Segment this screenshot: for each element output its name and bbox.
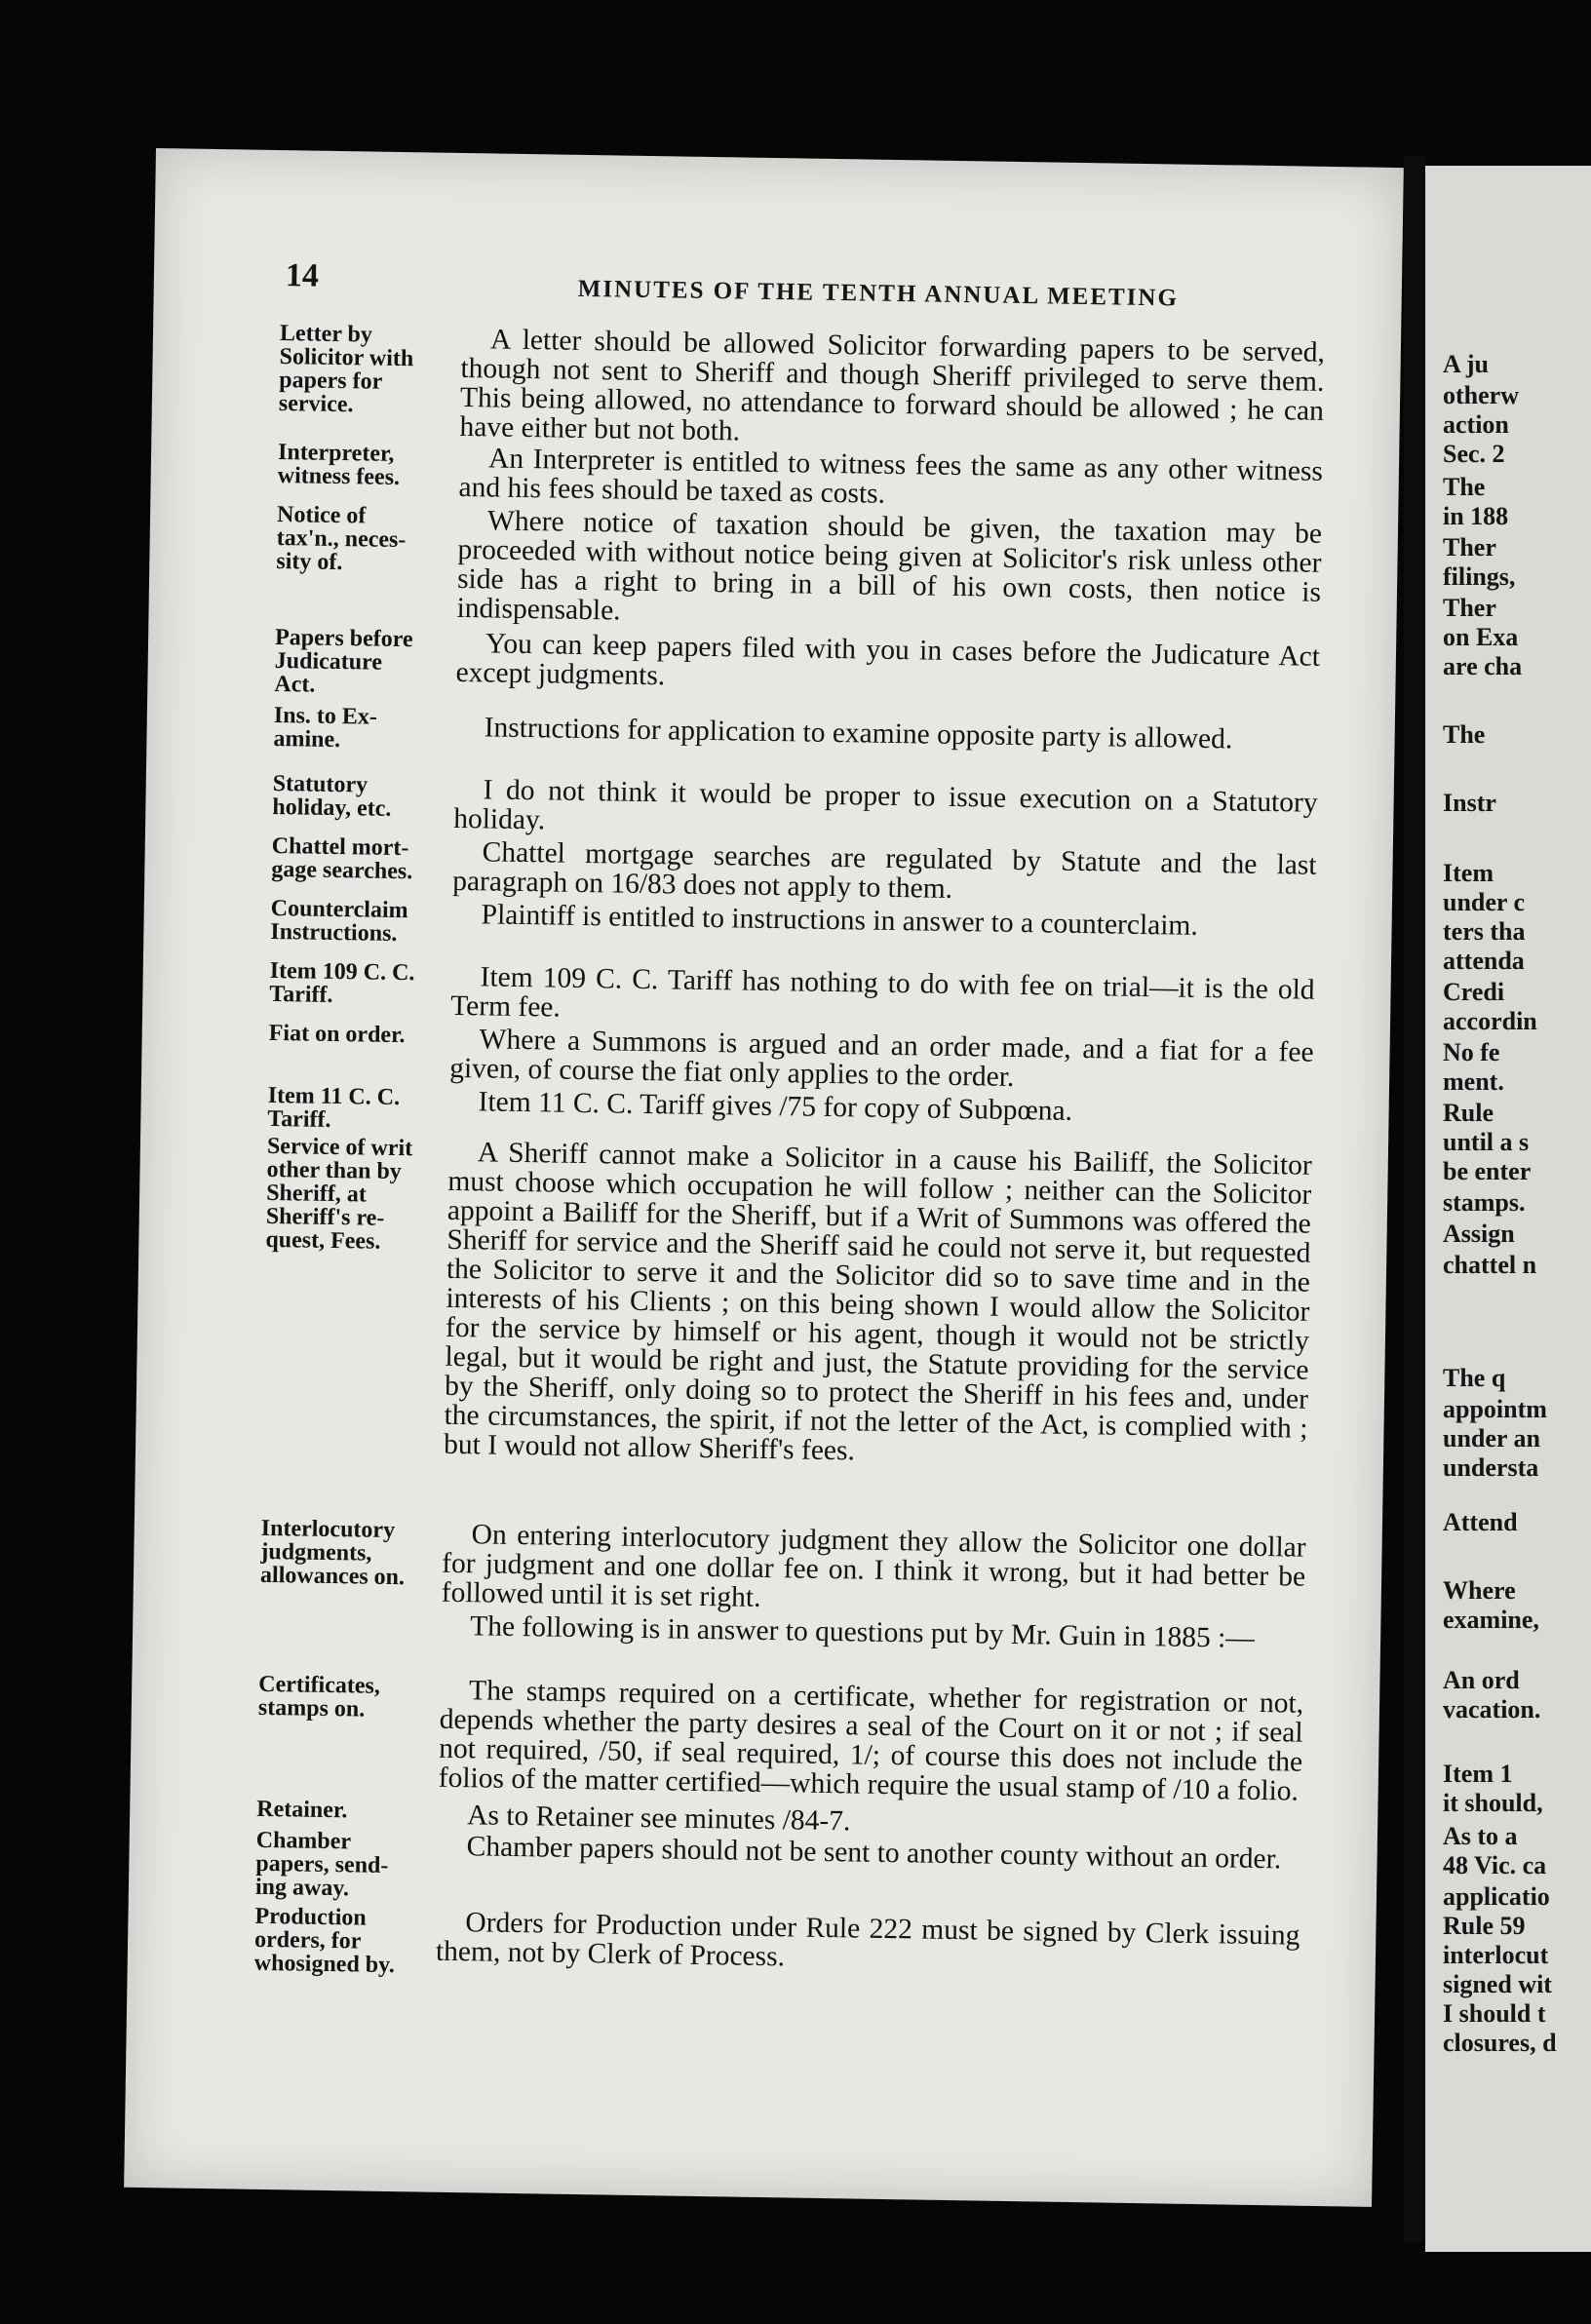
margin-note: Interpreter, witness fees. xyxy=(277,440,401,490)
facing-page-line: on Exa xyxy=(1443,623,1519,651)
facing-page-line: 48 Vic. ca xyxy=(1443,1851,1547,1879)
paragraph: As to Retainer see minutes /84-7. xyxy=(466,1800,851,1838)
facing-page-line: under c xyxy=(1443,888,1526,916)
facing-page-line: examine, xyxy=(1443,1606,1539,1634)
facing-page-line: Sec. 2 xyxy=(1443,440,1505,468)
facing-page-line: signed wit xyxy=(1443,1970,1552,1998)
facing-page-line: chattel n xyxy=(1443,1251,1537,1279)
page-header xyxy=(285,257,1339,323)
facing-page-line: are cha xyxy=(1443,652,1523,680)
entry-item-109 xyxy=(143,957,1391,1024)
facing-page-line: An ord xyxy=(1443,1666,1520,1694)
paragraph: Where notice of taxation should be given, the taxation may be proceeded with without notice being given at Solicitor's risk unless other side has a right to bring in a bill of his own costs, then notice is indispensable. xyxy=(456,505,1323,627)
paragraph: A Sheriff cannot make a Solicitor in a cause his Bailiff, the Solicitor must choose which occupation he will follow ; neither can the Solicitor appoint a Bailiff for the Sheriff, but if a Writ of Summons was offered the Sheriff for service and the Sheriff said he could not serve it, but requested the Solicitor to serve it and the Solicitor did so to save time and in the interests of his Clients ; on this being shown I would allow the Solicitor for the service by himself or his agent, though it would not be strictly legal, but it would be right and just, the Statute providing for the service by the Sheriff, only doing so to protect the Sheriff in his fees and, under the circumstances, the spirit, if not the letter of the Act, is complied with ; but I would not allow Sheriff's fees. xyxy=(443,1137,1313,1467)
facing-page-edge xyxy=(1425,166,1591,2252)
paragraph: A letter should be allowed Solicitor forwarding papers to be served, though not sent to Sheriff and though Sheriff privileged to serve them. This being allowed, no attendance to forward should be allowed ; he can have either but not both. xyxy=(459,324,1326,447)
facing-page-line: ment. xyxy=(1443,1067,1504,1096)
entry-letter-by-solicitor xyxy=(153,320,1401,447)
margin-note: Certificates, stamps on. xyxy=(257,1671,381,1723)
facing-page-line: ters tha xyxy=(1443,917,1526,946)
entry-interlocutory-judgments xyxy=(135,1515,1382,1613)
book-gutter xyxy=(1404,156,1425,2242)
entry-production-orders xyxy=(129,1903,1377,1979)
facing-page-line: A ju xyxy=(1443,350,1489,378)
paragraph: Chattel mortgage searches are regulated by Statute and the last paragraph on 16/83 does not apply to them. xyxy=(451,836,1317,905)
entry-statutory-holiday xyxy=(146,770,1394,836)
margin-note: Fiat on order. xyxy=(268,1020,406,1049)
facing-page-line: The xyxy=(1443,720,1486,749)
paragraph: I do not think it would be proper to issue execution on a Statutory holiday. xyxy=(452,774,1318,836)
facing-page-line: Attend xyxy=(1443,1508,1518,1536)
margin-note: Production orders, for whosigned by. xyxy=(253,1903,396,1979)
margin-note: Letter by Solicitor with papers for service. xyxy=(278,321,414,418)
paragraph: Instructions for application to examine opposite party is allowed. xyxy=(484,712,1233,755)
facing-page-line: until a s xyxy=(1443,1128,1530,1156)
facing-page-line: applicatio xyxy=(1443,1882,1550,1911)
margin-note: Service of writ other than by Sheriff, at Sheriff's re- quest, Fees. xyxy=(265,1133,413,1255)
facing-page-line: under an xyxy=(1443,1424,1540,1452)
paragraph: You can keep papers filed with you in cases before the Judicature Act except judgments. xyxy=(455,628,1321,692)
page-number: 14 xyxy=(285,257,320,294)
margin-note: Statutory holiday, etc. xyxy=(272,770,392,822)
margin-note: Item 11 C. C. Tariff. xyxy=(267,1082,401,1133)
facing-page-line: it should, xyxy=(1443,1789,1543,1817)
facing-page-line: in 188 xyxy=(1443,502,1509,530)
facing-page-line: otherw xyxy=(1443,381,1519,409)
entry-instructions-to-examine xyxy=(147,702,1395,755)
margin-note: Item 109 C. C. Tariff. xyxy=(269,957,415,1008)
facing-page-line: The xyxy=(1443,473,1486,501)
facing-page-line: Item xyxy=(1443,859,1494,887)
facing-page-line: appointm xyxy=(1443,1395,1547,1423)
entry-service-of-writ xyxy=(140,1133,1388,1467)
facing-page-line: Where xyxy=(1443,1576,1516,1605)
facing-page-line: vacation. xyxy=(1443,1695,1541,1724)
margin-note: Ins. to Ex- amine. xyxy=(273,702,378,754)
facing-page-line: Credi xyxy=(1443,978,1505,1006)
paragraph: The stamps required on a certificate, whether for registration or not, depends whether the party desires a seal of the Court on it or not ; if seal not required, /50, if seal required, 1/; of course this does not include the folios of the matter certified—which require the usual stamp of /10 a folio. xyxy=(438,1675,1304,1807)
margin-note: Notice of tax'n., neces- sity of. xyxy=(276,501,407,576)
facing-page-line: Rule xyxy=(1443,1099,1494,1127)
facing-page-line: As to a xyxy=(1443,1822,1518,1850)
paragraph: Item 11 C. C. Tariff gives /75 for copy of Subpœna. xyxy=(478,1086,1073,1127)
facing-page-line: filings, xyxy=(1443,562,1516,591)
margin-note: Interlocutory judgments, allowances on. xyxy=(259,1515,406,1591)
facing-page-line: attenda xyxy=(1443,947,1525,975)
facing-page-line: Ther xyxy=(1443,533,1496,562)
facing-page-line: be enter xyxy=(1443,1157,1532,1185)
facing-page-line: closures, d xyxy=(1443,2029,1557,2057)
paragraph: Orders for Production under Rule 222 must be signed by Clerk issuing them, not by Clerk of Process. xyxy=(435,1907,1300,1973)
facing-page-line: Ther xyxy=(1443,594,1496,622)
paragraph: On entering interlocutory judgment they allow the Solicitor one dollar for judgment and one dollar fee on. I think it wrong, but it had better be followed until it is set right. xyxy=(441,1519,1306,1613)
book-page xyxy=(124,148,1404,2207)
margin-note: Chamber papers, send- ing away. xyxy=(254,1827,389,1902)
paragraph: Item 109 C. C. Tariff has nothing to do with fee on trial—it is the old Term fee. xyxy=(449,961,1315,1024)
entry-certificates-stamps xyxy=(132,1671,1379,1807)
margin-note: Chattel mort- gage searches. xyxy=(271,833,413,885)
facing-page-line: Rule 59 xyxy=(1443,1912,1526,1940)
margin-note: Papers before Judicature Act. xyxy=(274,624,413,698)
facing-page-line: Item 1 xyxy=(1443,1760,1513,1788)
facing-page-line: accordin xyxy=(1443,1007,1537,1035)
margin-note: Counterclaim Instructions. xyxy=(270,895,408,947)
facing-page-line: Assign xyxy=(1443,1220,1515,1248)
facing-page-line: No fe xyxy=(1443,1038,1500,1066)
facing-page-line: stamps. xyxy=(1443,1188,1526,1217)
facing-page-line: understa xyxy=(1443,1453,1539,1482)
facing-page-line: action xyxy=(1443,410,1509,439)
margin-note: Retainer. xyxy=(256,1796,348,1824)
paragraph: The following is in answer to questions put by Mr. Guin in 1885 :— xyxy=(469,1610,1256,1654)
facing-page-line: The q xyxy=(1443,1364,1506,1392)
paragraph: Chamber papers should not be sent to another county without an order. xyxy=(466,1831,1282,1876)
facing-page-line: Instr xyxy=(1443,789,1496,817)
paragraph: Where a Summons is argued and an order made, and a fiat for a fee given, of course the fiat only applies to the order. xyxy=(448,1024,1314,1093)
paragraph: Plaintiff is entitled to instructions in answer to a counterclaim. xyxy=(481,899,1199,942)
running-head: MINUTES OF THE TENTH ANNUAL MEETING xyxy=(577,275,1180,312)
paragraph: An Interpreter is entitled to witness fees the same as any other witness and his fees should be taxed as costs. xyxy=(458,443,1324,510)
facing-page-line: I should t xyxy=(1443,1999,1546,2028)
facing-page-line: interlocut xyxy=(1443,1941,1549,1969)
